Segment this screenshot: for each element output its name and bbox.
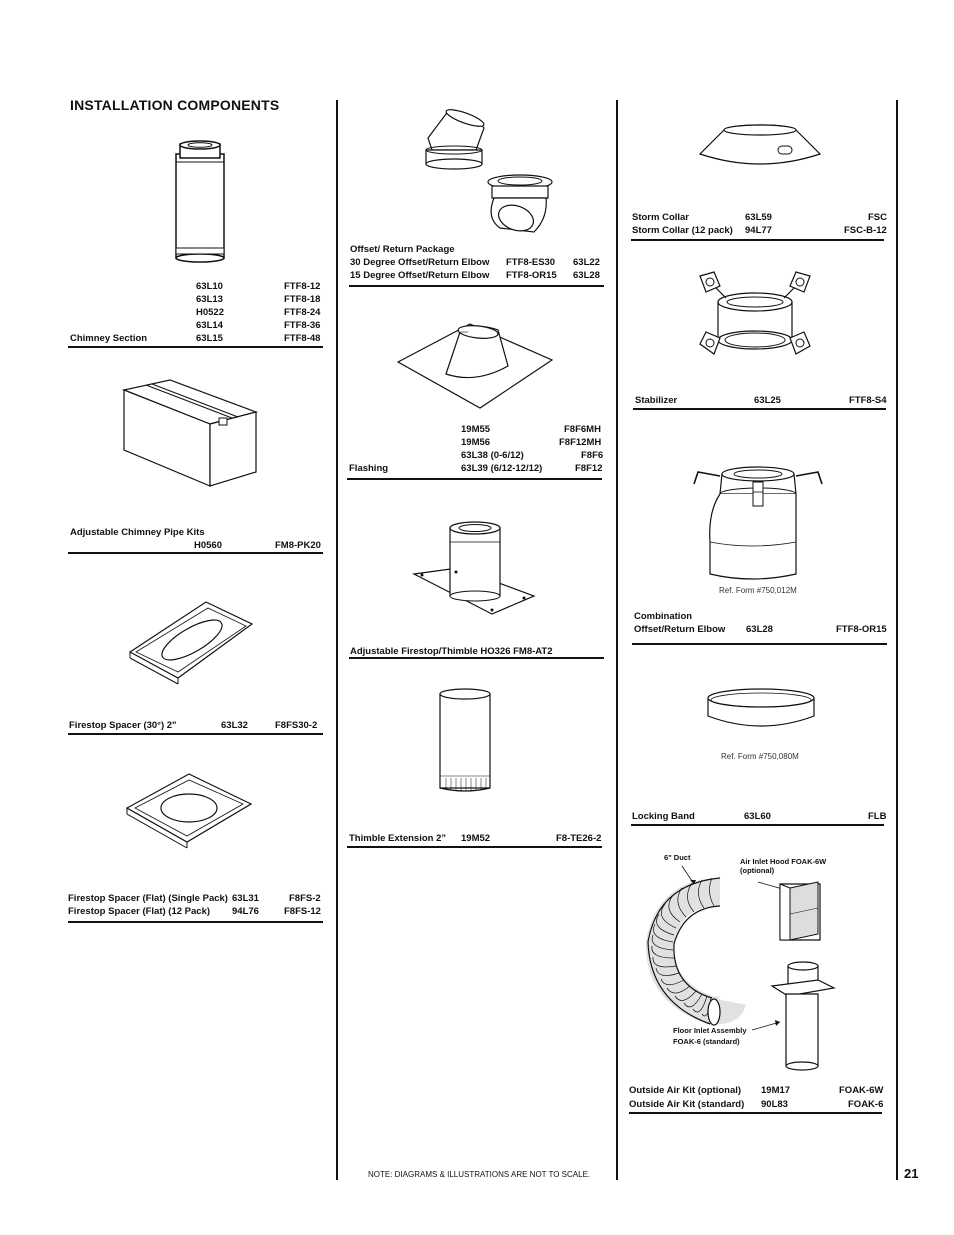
part-number: 63L15: [196, 333, 223, 344]
row-label: Chimney Section: [70, 333, 148, 344]
page-title: INSTALLATION COMPONENTS: [70, 97, 280, 113]
model-number: FTF8-48: [284, 333, 321, 344]
model-number: F8FS30-2: [275, 720, 318, 731]
part-number: 63L38 (0-6/12): [461, 450, 524, 461]
scale-note: NOTE: DIAGRAMS & ILLUSTRATIONS ARE NOT TO SCALE.: [368, 1170, 591, 1179]
outside-air-kit-illustration: [650, 862, 840, 1072]
row-label: Offset/ Return Package: [350, 244, 455, 255]
model-number: FSC-B-12: [844, 225, 887, 236]
hood-label-1: Air Inlet Hood FOAK-6W: [740, 857, 827, 866]
section-rule: [68, 552, 323, 554]
part-number: 94L77: [745, 225, 772, 236]
part-number: 63L10: [196, 281, 223, 292]
model-number: FTF8-36: [284, 320, 321, 331]
section-rule: [633, 408, 886, 410]
row-label: Adjustable Firestop/Thimble HO326 FM8-AT2: [350, 646, 553, 657]
part-number: 63L25: [754, 395, 781, 406]
section-rule: [68, 346, 323, 348]
part-number: 63L39 (6/12-12/12): [461, 463, 543, 474]
model-number: FTF8-12: [284, 281, 321, 292]
row-label: Thimble Extension 2”: [349, 833, 447, 844]
row-label: Outside Air Kit (optional): [629, 1085, 742, 1096]
model-number: FOAK-6W: [839, 1085, 884, 1096]
part-number: 63L28: [573, 270, 600, 281]
combination-elbow-illustration: [692, 462, 824, 580]
model-number: FTF8-18: [284, 294, 321, 305]
part-number: 63L60: [744, 811, 771, 822]
row-label: Flashing: [349, 463, 389, 474]
row-label: Storm Collar: [632, 212, 690, 223]
model-number: F8FS-2: [289, 893, 321, 904]
section-rule: [347, 478, 602, 480]
model-number: FOAK-6: [848, 1099, 884, 1110]
model-number: FTF8-24: [284, 307, 321, 318]
section-rule: [349, 285, 604, 287]
section-rule: [349, 657, 604, 659]
part-number: 63L31: [232, 893, 259, 904]
section-rule: [68, 921, 323, 923]
model-number: FM8-PK20: [275, 540, 321, 551]
row-label: Outside Air Kit (standard): [629, 1099, 745, 1110]
part-number: 63L22: [573, 257, 600, 268]
part-number: H0560: [194, 540, 222, 551]
model-number: FTF8-ES30: [506, 257, 556, 268]
section-rule: [629, 1112, 882, 1114]
model-number: F8F12: [575, 463, 603, 474]
section-rule: [68, 733, 323, 735]
part-number: 90L83: [761, 1099, 788, 1110]
thimble-extension-illustration: [436, 688, 494, 794]
row-label: Offset/Return Elbow: [634, 624, 726, 635]
hood-label-2: (optional): [740, 866, 775, 875]
model-number: FTF8-S4: [849, 395, 887, 406]
part-number: H0522: [196, 307, 224, 318]
row-label: Firestop Spacer (Flat) (12 Pack): [68, 906, 211, 917]
floor-label-1: Floor Inlet Assembly: [673, 1026, 747, 1035]
combo-ref-form: Ref. Form #750,012M: [719, 586, 797, 595]
part-number: 19M55: [461, 424, 491, 435]
part-number: 63L32: [221, 720, 248, 731]
chimney-section-illustration: [170, 140, 230, 265]
column-divider-right: [616, 100, 618, 1180]
column-divider-left: [336, 100, 338, 1180]
part-number: 63L59: [745, 212, 772, 223]
model-number: FLB: [868, 811, 887, 822]
section-rule: [347, 846, 602, 848]
row-label: Adjustable Chimney Pipe Kits: [70, 527, 205, 538]
firestop-thimble-illustration: [412, 520, 536, 620]
part-number: 19M52: [461, 833, 491, 844]
row-label: Firestop Spacer (30°) 2": [69, 720, 177, 731]
part-number: 94L76: [232, 906, 259, 917]
section-rule: [632, 643, 887, 645]
storm-collar-illustration: [698, 124, 822, 170]
model-number: F8F6MH: [564, 424, 601, 435]
band-ref-form: Ref. Form #750,080M: [721, 752, 799, 761]
section-rule: [631, 239, 884, 241]
row-label: Storm Collar (12 pack): [632, 225, 733, 236]
model-number: F8-TE26-2: [556, 833, 602, 844]
duct-label: 6" Duct: [664, 853, 691, 862]
stabilizer-illustration: [696, 268, 814, 358]
section-rule: [631, 824, 884, 826]
floor-label-2: FOAK-6 (standard): [673, 1037, 740, 1046]
row-label: Stabilizer: [635, 395, 678, 406]
flashing-illustration: [396, 322, 554, 412]
model-number: F8FS-12: [284, 906, 321, 917]
offset-elbow-illustration: [418, 108, 558, 234]
locking-band-illustration: [706, 686, 816, 734]
row-label: 30 Degree Offset/Return Elbow: [350, 257, 490, 268]
firestop-spacer-flat-illustration: [125, 772, 255, 848]
part-number: 19M17: [761, 1085, 791, 1096]
row-label: 15 Degree Offset/Return Elbow: [350, 270, 490, 281]
model-number: FSC: [868, 212, 887, 223]
model-number: F8F12MH: [559, 437, 602, 448]
part-number: 63L28: [746, 624, 773, 635]
page-number: 21: [904, 1166, 919, 1181]
part-number: 19M56: [461, 437, 491, 448]
column-divider-edge: [896, 100, 898, 1180]
row-label: Locking Band: [632, 811, 695, 822]
firestop-spacer-30-illustration: [128, 600, 256, 684]
part-number: 63L13: [196, 294, 223, 305]
part-number: 63L14: [196, 320, 223, 331]
model-number: FTF8-OR15: [836, 624, 887, 635]
row-label: Combination: [634, 611, 693, 622]
model-number: F8F6: [581, 450, 604, 461]
pipe-kit-box-illustration: [120, 378, 260, 490]
row-label: Firestop Spacer (Flat) (Single Pack): [68, 893, 228, 904]
model-number: FTF8-OR15: [506, 270, 557, 281]
